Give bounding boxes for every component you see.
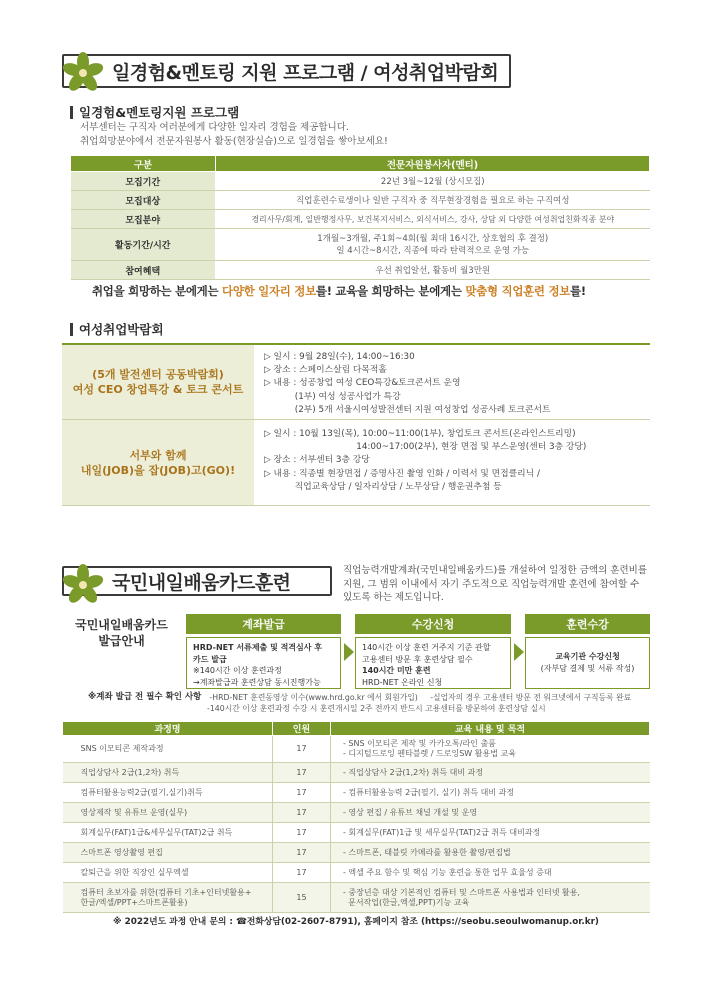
course-desc: - 직업상담사 2급(1,2차) 취득 대비 과정	[331, 763, 650, 783]
course-name: 칼퇴근을 위한 직장인 실무엑셀	[63, 863, 273, 883]
course-name: 스마트폰 영상촬영 편집	[63, 843, 273, 863]
course-count: 17	[273, 736, 331, 763]
row-label: 모집대상	[71, 191, 216, 210]
flower-icon	[60, 562, 106, 608]
fair-details	[254, 345, 561, 419]
step-line: HRD-NET 온라인 신청	[362, 677, 443, 687]
step-line: 고용센터 방문 후 훈련상담 필수	[362, 654, 473, 664]
course-desc	[331, 736, 650, 763]
highlight-text: 를! 교육을 희망하는 분에게는	[315, 284, 466, 298]
row-value-line: 1개월~3개월, 주1회~4회(월 최대 16시간, 상호협의 후 결정)	[317, 233, 549, 244]
table-header: 교육 내용 및 목적	[331, 722, 650, 736]
row-label: 모집분야	[71, 210, 216, 229]
desc-line: 직업능력개발계좌(국민내일배움카드)를 개설하여 일정한 금액의 훈련비를	[343, 565, 647, 576]
guide-label-line: 국민내일배움카드	[75, 618, 168, 632]
table-row	[63, 863, 650, 883]
desc-line: - SNS 이모티콘 제작 및 카카오톡/라인 출품	[343, 739, 496, 748]
step-training	[525, 614, 650, 689]
step-title: 훈련수강	[525, 614, 650, 634]
banner-title: 국민내일배움카드훈련	[112, 571, 291, 594]
course-name: 회계실무(FAT)1급&세무실무(TAT)2급 취득	[63, 823, 273, 843]
highlight-text: 취업을 희망하는 분에게는	[92, 284, 223, 298]
note-label: ※계좌 발급 전 필수 확인 사항	[88, 692, 202, 702]
table-header: 과정명	[63, 722, 273, 736]
courses-table	[62, 721, 650, 913]
arrow-right-icon	[344, 643, 354, 661]
learning-card-description	[343, 564, 663, 605]
arrow-right-icon	[514, 643, 524, 661]
step-line: 140시간 이상 훈련 거주지 기준 관할	[362, 643, 491, 652]
course-desc: - 컴퓨터활용능력 2급(필기, 실기) 취득 대비 과정	[331, 783, 650, 803]
fair-row	[62, 420, 650, 505]
highlight-text: 를!	[570, 284, 586, 298]
section-title-jobfair	[70, 320, 164, 338]
fair-detail-line: (1부) 여성 성공사업가 특강	[264, 391, 401, 402]
step-line: 140시간 미만 훈련	[362, 666, 431, 675]
course-count: 17	[273, 763, 331, 783]
section-title-text: 여성취업박람회	[79, 322, 164, 337]
fair-detail-line: 직업교육상담 / 일자리상담 / 노무상담 / 행운권추첨 등	[264, 481, 502, 492]
course-name-line: 한글/엑셀/PPT+스마트폰활용)	[80, 897, 188, 907]
step-title: 수강신청	[355, 614, 511, 634]
course-name: 컴퓨터활용능력2급(필기,실기)취득	[63, 783, 273, 803]
row-value: 22년 3월~12월 (상시모집)	[216, 172, 650, 191]
fair-detail-line: 14:00~17:00(2부), 현장 면접 및 부스운영(센터 3층 강당)	[264, 442, 587, 453]
row-label: 참여혜택	[71, 261, 216, 280]
fair-detail-line: ▷ 내용 : 성공창업 여성 CEO특강&토크콘서트 운영	[264, 378, 461, 389]
fair-name-line: 서부와 함께	[129, 448, 187, 462]
course-name: 영상제작 및 유튜브 운영(실무)	[63, 803, 273, 823]
section-title-text: 일경험&멘토링지원 프로그램	[79, 105, 240, 120]
guide-label-line: 발급안내	[98, 634, 145, 648]
jobfair-table	[62, 343, 650, 506]
highlight-accent: 다양한 일자리 정보	[222, 284, 316, 298]
fair-name-line: 여성 CEO 창업특강 & 토크 콘서트	[72, 383, 244, 396]
title-bar	[70, 323, 73, 336]
row-value: 경리사무/회계, 일반행정사무, 보건복지서비스, 외식서비스, 강사, 상담 외 다양한 여성취업친화직종 분야	[216, 210, 650, 229]
table-row	[63, 823, 650, 843]
table-row	[63, 883, 650, 913]
course-count: 17	[273, 843, 331, 863]
step-content	[186, 637, 341, 689]
step-title: 계좌발급	[186, 614, 341, 634]
fair-detail-line: ▷ 장소 : 서부센터 3층 강당	[264, 455, 370, 466]
desc-line: 지원, 그 범위 이내에서 자기 주도적으로 직업능력개발 훈련에 참여할 수	[343, 578, 640, 590]
step-line: 카드 발급	[193, 654, 227, 664]
course-desc: - 영상 편집 / 유튜브 채널 개설 및 운영	[331, 803, 650, 823]
table-row	[63, 783, 650, 803]
row-label: 모집기간	[71, 172, 216, 191]
note-line: -140시간 이상 훈련과정 수강 시 훈련개시일 2주 전까지 반드시 고용센터를 방문하여 훈련상담 실시	[207, 704, 546, 713]
title-bar	[70, 106, 73, 119]
note-row	[88, 692, 668, 703]
desc-line: 문서작업(한글,엑셀,PPT)기능 교육	[343, 897, 470, 907]
step-line: →계좌발급과 훈련상담 동시진행가능	[193, 677, 321, 687]
fair-detail-line: ▷ 일시 : 10월 13일(목), 10:00~11:00(1부), 창업토크 콘서트(온라인스트리밍)	[264, 429, 576, 439]
step-account	[186, 614, 341, 689]
step-content	[525, 637, 650, 689]
row-value: 우선 취업알선, 활동비 월3만원	[216, 261, 650, 280]
table-header: 전문자원봉사자(멘티)	[216, 156, 650, 172]
step-line: 교육기관 수강신청	[555, 652, 620, 661]
mentoring-table	[70, 155, 650, 280]
desc-line: - 중장년층 대상 기본적인 컴퓨터 및 스마트폰 사용법과 인터넷 활용,	[343, 887, 580, 897]
desc-line: - 디지털드로잉 펜타블렛 / 드로잉SW 활용법 교육	[343, 749, 516, 758]
table-row	[63, 843, 650, 863]
course-count: 15	[273, 883, 331, 913]
table-header: 인원	[273, 722, 331, 736]
course-desc: - 스마트폰, 태블릿 카메라를 활용한 촬영/편집법	[331, 843, 650, 863]
fair-name-line: 내일(JOB)을 잡(JOB)고(GO)!	[80, 463, 236, 477]
highlight-accent: 맞춤형 직업훈련 정보	[465, 284, 571, 298]
fair-name	[62, 420, 254, 505]
course-desc	[331, 883, 650, 913]
banner-title: 일경험&멘토링 지원 프로그램 / 여성취업박람회	[112, 61, 499, 84]
course-name-line: 컴퓨터 초보자를 위한(컴퓨터 기초+인터넷활용+	[80, 887, 252, 897]
fair-details	[254, 420, 596, 505]
table-row	[63, 803, 650, 823]
banner-job-experience	[62, 54, 511, 88]
fair-name-line: (5개 발전센터 공동박람회)	[92, 368, 224, 381]
highlight-message	[92, 283, 586, 299]
intro-line: 서부센터는 구직자 여러분에게 다양한 일자리 경험을 제공합니다.	[80, 122, 349, 133]
row-value: 직업훈련수료생이나 일반 구직자 중 직무현장경험을 필요로 하는 구직여성	[216, 191, 650, 210]
course-count: 17	[273, 863, 331, 883]
course-count: 17	[273, 803, 331, 823]
step-content	[355, 637, 511, 689]
desc-line: 있도록 하는 제도입니다.	[343, 592, 444, 603]
mentoring-intro	[80, 121, 640, 149]
fair-row	[62, 345, 650, 420]
row-label: 활동기간/시간	[71, 229, 216, 261]
banner-learning-card	[62, 566, 332, 596]
step-line: HRD-NET 서류제출 및 적격심사 후	[193, 643, 323, 652]
intro-line: 취업희망분야에서 전문자원봉사 활동(현장실습)으로 일경험을 쌓아보세요!	[80, 136, 388, 147]
note-line: -HRD-NET 훈련동영상 이수(www.hrd.go.kr 에서 회원가입) -실업자의 경우 고용센터 방문 전 워크넷에서 구직등록 완료	[209, 693, 632, 702]
table-row	[63, 763, 650, 783]
card-notes	[88, 692, 668, 714]
course-count: 17	[273, 783, 331, 803]
course-name: SNS 이모티콘 제작과정	[63, 736, 273, 763]
step-line: ※140시간 이상 훈련과정	[193, 666, 282, 675]
step-line: (자부담 결제 및 서류 작성)	[540, 663, 635, 673]
fair-name	[62, 345, 254, 419]
fair-detail-line: (2부) 5개 서울시여성발전센터 지원 여성창업 성공사례 토크콘서트	[264, 404, 551, 415]
section-title-mentoring	[70, 103, 239, 121]
course-desc: - 엑셀 주요 함수 및 핵심 기능 훈련을 통한 업무 효율성 증대	[331, 863, 650, 883]
course-name	[63, 883, 273, 913]
row-value-line: 일 4시간~8시간, 직종에 따라 탄력적으로 운영 가능	[336, 245, 530, 256]
course-name: 직업상담사 2급(1,2차) 취득	[63, 763, 273, 783]
course-count: 17	[273, 823, 331, 843]
table-header: 구분	[71, 156, 216, 172]
table-row	[63, 736, 650, 763]
fair-detail-line: ▷ 내용 : 직종별 현장면접 / 증명사진 촬영 인화 / 이력서 및 면접클리닉 /	[264, 468, 540, 479]
row-value	[216, 229, 650, 261]
footer-contact: ※ 2022년도 과정 안내 문의 : ☎전화상담(02-2607-8791), 홈페이지 참조 (https://seobu.seoulwomanup.or.kr)	[113, 917, 599, 927]
card-guide-label	[64, 617, 179, 649]
fair-detail-line: ▷ 장소 : 스페이스살림 다목적홀	[264, 365, 387, 376]
course-desc: - 회계실무(FAT)1급 및 세무실무(TAT)2급 취득 대비과정	[331, 823, 650, 843]
fair-detail-line: ▷ 일시 : 9월 28일(수), 14:00~16:30	[264, 352, 415, 362]
step-enroll	[355, 614, 511, 689]
flower-icon	[60, 50, 106, 96]
